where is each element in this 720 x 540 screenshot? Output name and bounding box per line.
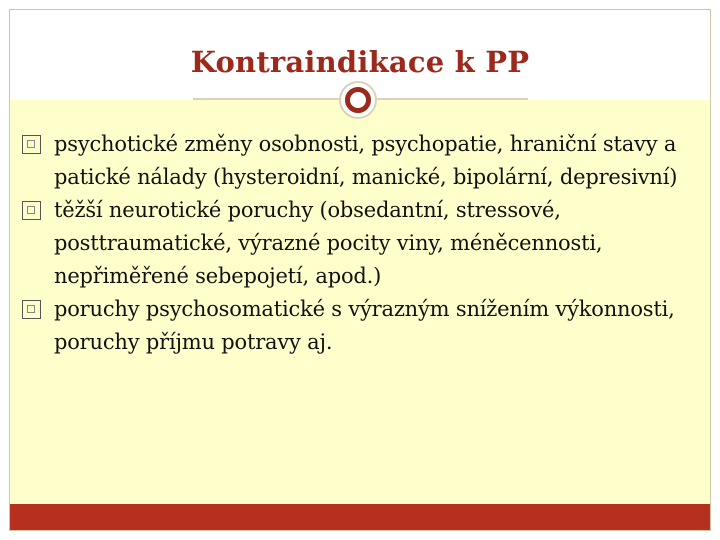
square-bullet-icon xyxy=(22,300,41,319)
bullet-text: psychotické změny osobnosti, psychopatie, hraniční stavy a patické nálady (hysteroidní, manické, bipolární, depresivní) xyxy=(54,132,678,189)
footer-bar xyxy=(10,504,710,530)
square-bullet-icon xyxy=(22,135,41,154)
square-bullet-icon xyxy=(22,201,41,220)
bullet-item xyxy=(22,293,698,359)
bullet-item xyxy=(22,194,698,293)
bullet-item xyxy=(22,128,698,194)
bullet-text: těžší neurotické poruchy (obsedantní, stressové, posttraumatické, výrazné pocity viny, méněcennosti, nepřiměřené sebepojetí, apod.) xyxy=(54,198,603,288)
bullet-text: poruchy psychosomatické s výrazným snížením výkonnosti, poruchy příjmu potravy aj. xyxy=(54,297,675,354)
ring-ornament-inner xyxy=(345,87,371,113)
ring-ornament-icon xyxy=(339,81,377,119)
bullet-list xyxy=(22,128,698,359)
slide-title: Kontraindikace k PP xyxy=(190,45,530,79)
